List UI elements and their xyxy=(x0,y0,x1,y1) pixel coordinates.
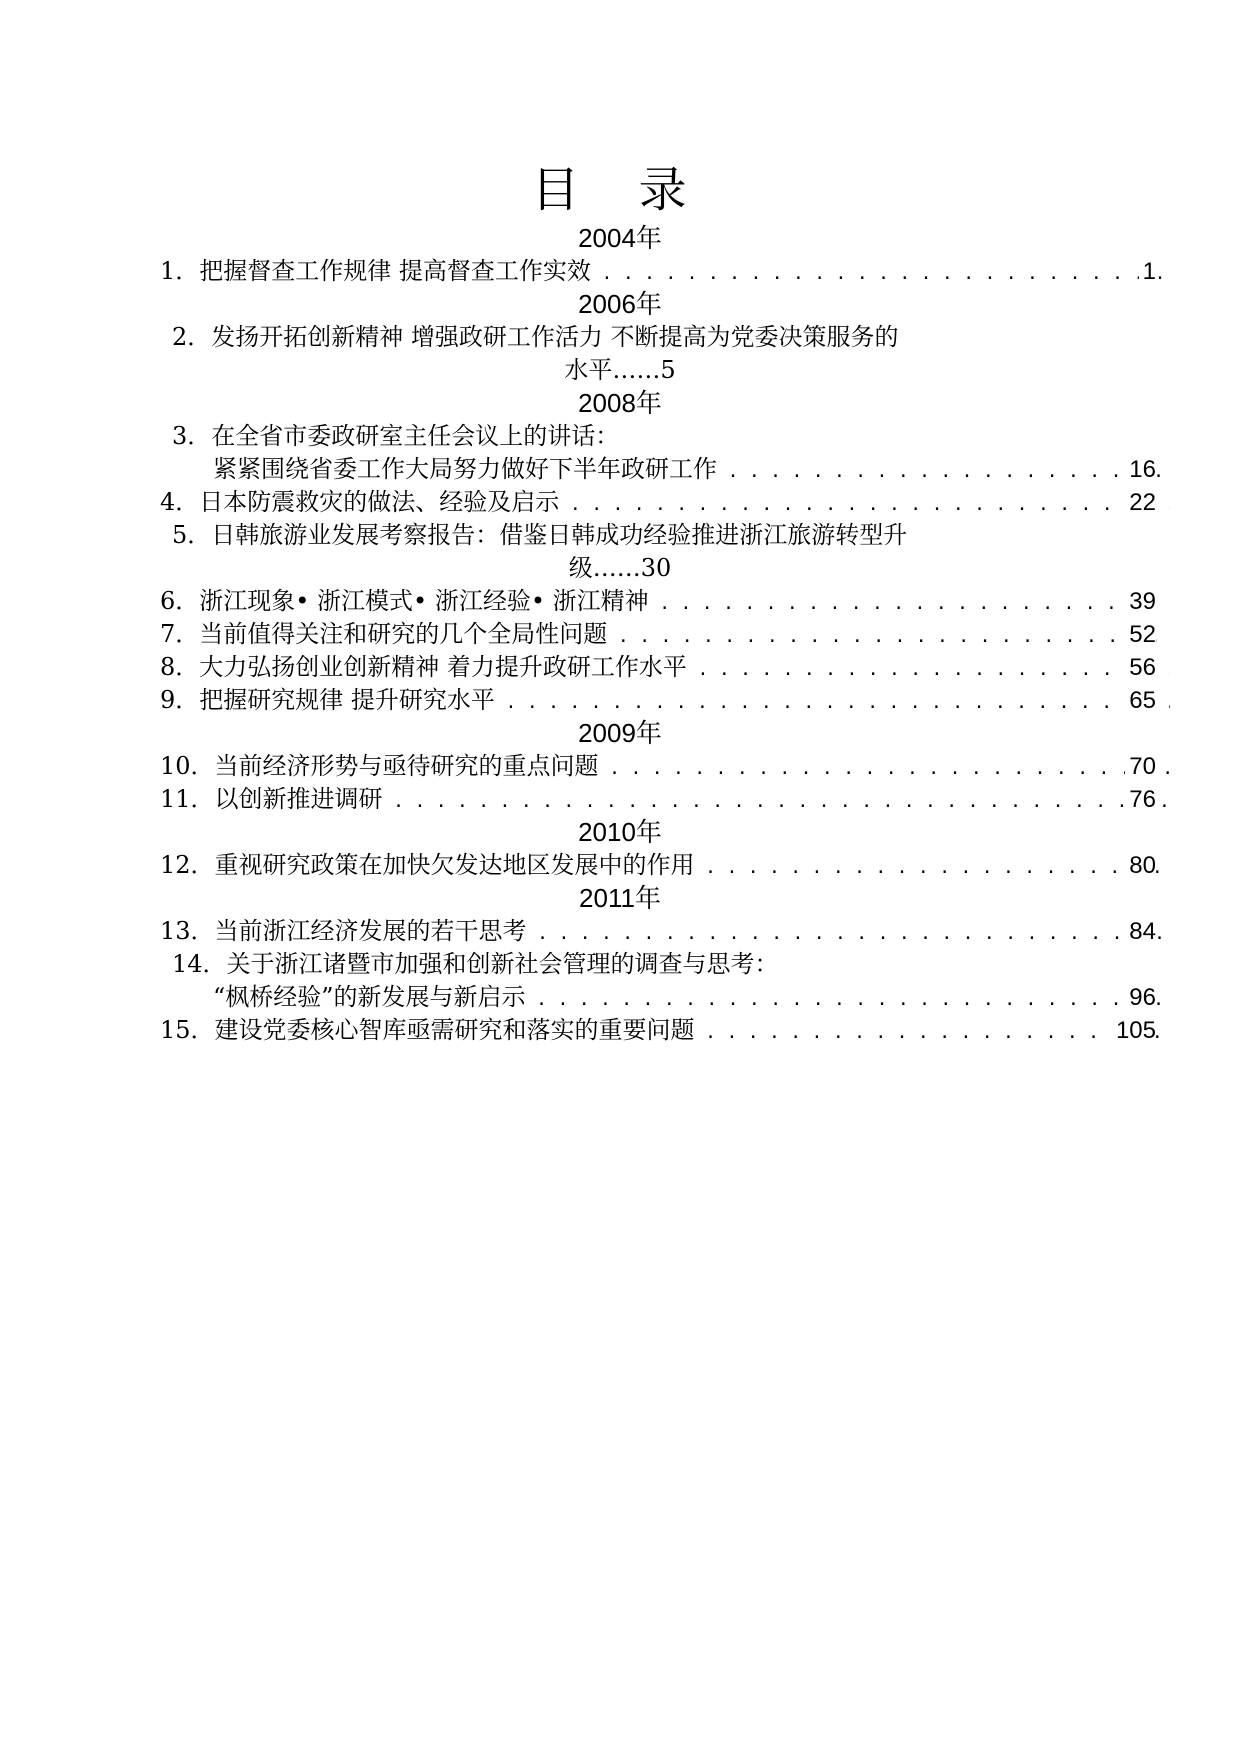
toc-entry-title: 11．以创新推进调研 . . . xyxy=(160,783,1170,818)
section-heading-2010: 2010年 xyxy=(578,817,662,847)
toc-entry-title: 10．当前经济形势与亟待研究的重点问题 . . . xyxy=(160,750,1170,785)
section-heading-2009: 2009年 xyxy=(578,718,662,748)
section-heading-2004: 2004年 xyxy=(578,223,662,253)
toc-entry-title: 12．重视研究政策在加快欠发达地区发展中的作用 . . . xyxy=(160,849,1170,884)
toc-entry-title: 7．当前值得关注和研究的几个全局性问题 . . . xyxy=(160,618,1170,653)
toc-entry-page: 70 xyxy=(1125,750,1156,783)
toc-entry-page: 16 xyxy=(1125,453,1156,486)
section-heading-2006: 2006年 xyxy=(578,289,662,319)
toc-entry-page: 52 xyxy=(1125,618,1156,651)
toc-entry-page: 96 xyxy=(1125,981,1156,1014)
toc-entry-title: 8．大力弘扬创业创新精神 着力提升政研工作水平 . . . xyxy=(160,651,1170,686)
section-heading-2011: 2011年 xyxy=(579,883,661,913)
toc-entry-title: 紧紧围绕省委工作大局努力做好下半年政研工作 . . . xyxy=(213,453,1170,488)
toc-entry-page: 76 xyxy=(1125,783,1156,816)
toc-entry-4[interactable] xyxy=(0,486,1240,519)
toc-entry-title: 13．当前浙江经济发展的若干思考 . . . xyxy=(160,915,1170,950)
toc-entry-page: 84 xyxy=(1125,915,1156,948)
page-title: 目 录 xyxy=(531,162,709,218)
toc-entry-12[interactable] xyxy=(0,849,1240,882)
toc-entry-14-subtitle[interactable] xyxy=(0,981,1240,1014)
toc-entry-1[interactable] xyxy=(0,255,1240,288)
toc-entry-title: “枫桥经验”的新发展与新启示 . . . xyxy=(213,981,1170,1016)
toc-entry-10[interactable] xyxy=(0,750,1240,783)
toc-entry-page: 1 xyxy=(1139,255,1156,288)
toc-entry-page: 39 xyxy=(1125,585,1156,618)
toc-entry-title: 9．把握研究规律 提升研究水平 . . . xyxy=(160,684,1170,719)
table-of-contents xyxy=(0,222,1240,1047)
toc-entry-11[interactable] xyxy=(0,783,1240,816)
toc-entry-page: 22 xyxy=(1125,486,1156,519)
toc-entry-2-continuation[interactable]: 水平……5 xyxy=(564,356,676,384)
toc-entry-3[interactable]: 3．在全省市委政研室主任会议上的讲话： xyxy=(172,422,620,450)
toc-entry-3-subtitle[interactable] xyxy=(0,453,1240,486)
toc-entry-14[interactable]: 14．关于浙江诸暨市加强和创新社会管理的调查与思考： xyxy=(172,950,779,978)
toc-entry-5-continuation[interactable]: 级……30 xyxy=(568,554,672,582)
toc-entry-page: 56 xyxy=(1125,651,1156,684)
toc-entry-title: 1．把握督查工作规律 提高督查工作实效 . . . xyxy=(160,255,1170,290)
toc-entry-page: 65 xyxy=(1125,684,1156,717)
toc-entry-9[interactable] xyxy=(0,684,1240,717)
toc-entry-title: 15．建设党委核心智库亟需研究和落实的重要问题 . . . xyxy=(160,1014,1170,1049)
toc-entry-8[interactable] xyxy=(0,651,1240,684)
toc-entry-page: 80 xyxy=(1125,849,1156,882)
toc-entry-15[interactable] xyxy=(0,1014,1240,1047)
toc-entry-title: 6．浙江现象• 浙江模式• 浙江经验• 浙江精神 . . . xyxy=(160,585,1170,620)
toc-entry-6[interactable] xyxy=(0,585,1240,618)
toc-entry-7[interactable] xyxy=(0,618,1240,651)
toc-entry-5[interactable]: 5．日韩旅游业发展考察报告：借鉴日韩成功经验推进浙江旅游转型升 xyxy=(172,521,908,549)
section-heading-2008: 2008年 xyxy=(578,388,662,418)
toc-entry-page: 105 xyxy=(1112,1014,1156,1047)
toc-entry-13[interactable] xyxy=(0,915,1240,948)
toc-entry-2[interactable]: 2．发扬开拓创新精神 增强政研工作活力 不断提高为党委决策服务的 xyxy=(172,323,899,351)
toc-entry-title: 4．日本防震救灾的做法、经验及启示 . . . xyxy=(160,486,1170,521)
